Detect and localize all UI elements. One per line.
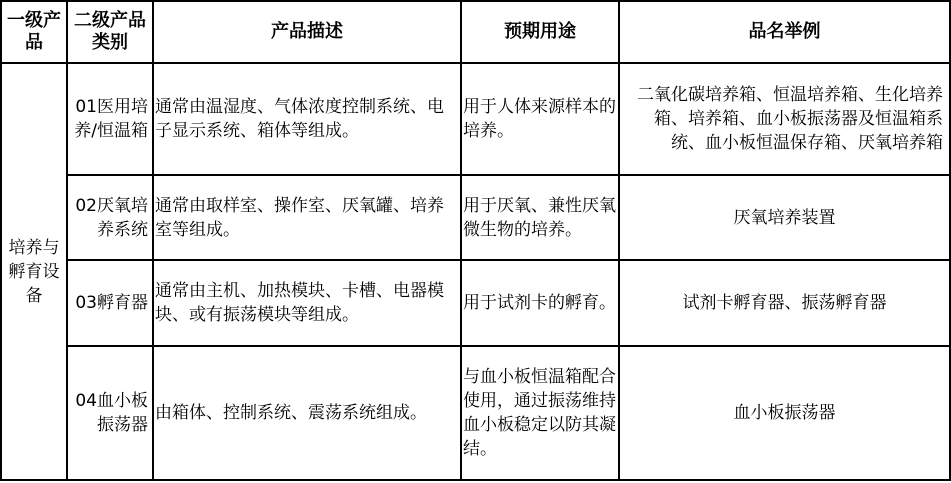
intended-use-cell: 用于人体来源样本的培养。 <box>461 63 619 175</box>
header-description: 产品描述 <box>153 1 461 63</box>
header-level2: 二级产品类别 <box>67 1 153 63</box>
table-row <box>1 260 950 346</box>
examples-cell: 试剂卡孵育器、振荡孵育器 <box>619 260 950 346</box>
category-cell: 02厌氧培养系统 <box>67 175 153 260</box>
table-row <box>1 346 950 480</box>
category-cell: 03孵育器 <box>67 260 153 346</box>
level1-category-cell: 培养与孵育设备 <box>1 63 67 480</box>
table-row <box>1 175 950 260</box>
description-cell: 通常由取样室、操作室、厌氧罐、培养室等组成。 <box>153 175 461 260</box>
header-intended-use: 预期用途 <box>461 1 619 63</box>
examples-cell: 二氧化碳培养箱、恒温培养箱、生化培养箱、培养箱、血小板振荡器及恒温箱系统、血小板恒温保存箱、厌氧培养箱 <box>619 63 950 175</box>
examples-cell: 血小板振荡器 <box>619 346 950 480</box>
category-cell: 01医用培养/恒温箱 <box>67 63 153 175</box>
description-cell: 通常由主机、加热模块、卡槽、电器模块、或有振荡模块等组成。 <box>153 260 461 346</box>
intended-use-cell: 用于试剂卡的孵育。 <box>461 260 619 346</box>
description-cell: 由箱体、控制系统、震荡系统组成。 <box>153 346 461 480</box>
description-cell: 通常由温湿度、气体浓度控制系统、电子显示系统、箱体等组成。 <box>153 63 461 175</box>
header-level1: 一级产品 <box>1 1 67 63</box>
header-row <box>1 1 950 63</box>
examples-cell: 厌氧培养装置 <box>619 175 950 260</box>
header-examples: 品名举例 <box>619 1 950 63</box>
table-row <box>1 63 950 175</box>
intended-use-cell: 与血小板恒温箱配合使用，通过振荡维持血小板稳定以防其凝结。 <box>461 346 619 480</box>
category-cell: 04血小板振荡器 <box>67 346 153 480</box>
intended-use-cell: 用于厌氧、兼性厌氧微生物的培养。 <box>461 175 619 260</box>
